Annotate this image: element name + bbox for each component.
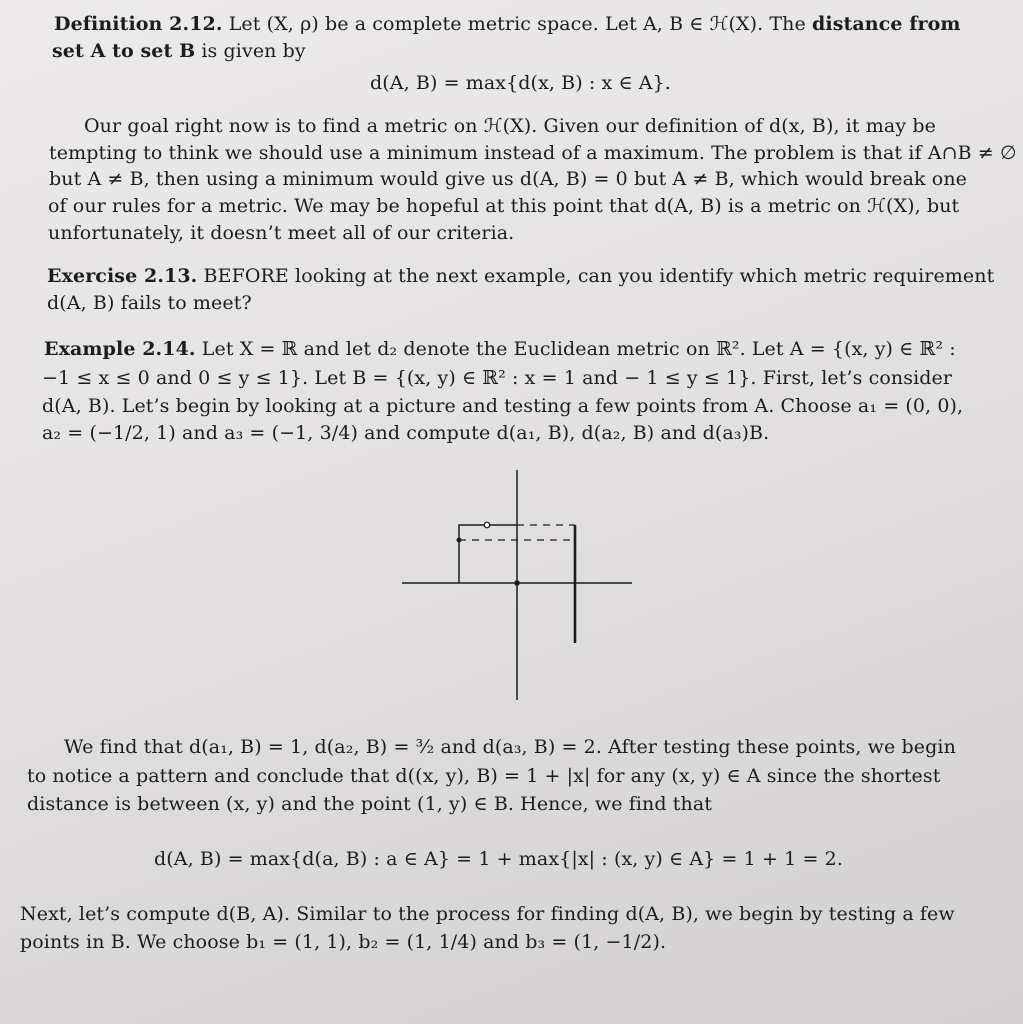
paragraph1-line: Our goal right now is to find a metric on ℋ(X). Given our definition of d(x, B), it may be: [84, 115, 936, 137]
point-a2: [484, 522, 490, 528]
definition-heading: Definition 2.12.: [54, 13, 223, 35]
definition-formula: d(A, B) = max{d(x, B) : x ∈ A}.: [370, 72, 671, 94]
paragraph1-line: but A ≠ B, then using a minimum would give us d(A, B) = 0 but A ≠ B, which would break one: [49, 168, 968, 190]
exercise-heading: Exercise 2.13.: [47, 265, 198, 287]
paragraph3-line: points in B. We choose b₁ = (1, 1), b₂ = (1, 1/4) and b₃ = (1, −1/2).: [20, 931, 667, 953]
paragraph3-line: Next, let’s compute d(B, A). Similar to the process for finding d(A, B), we begin by testing a few: [20, 903, 955, 925]
definition-term-1: distance from: [812, 13, 961, 35]
exercise-line-2: d(A, B) fails to meet?: [47, 292, 252, 314]
paragraph1-line: unfortunately, it doesn’t meet all of our criteria.: [48, 222, 515, 244]
paragraph1-line: of our rules for a metric. We may be hopeful at this point that d(A, B) is a metric on ℋ(X), but: [48, 195, 960, 217]
example-text: Let X = ℝ and let d₂ denote the Euclidean metric on ℝ². Let A = {(x, y) ∈ ℝ² :: [201, 338, 956, 360]
definition-text-2: is given by: [201, 40, 306, 62]
sets-figure: [395, 465, 640, 705]
point-a3: [457, 538, 462, 543]
set-a-boundary: [459, 525, 517, 583]
example-line-1: [44, 337, 956, 361]
example-line: a₂ = (−1/2, 1) and a₃ = (−1, 3/4) and compute d(a₁, B), d(a₂, B) and d(a₃)B.: [42, 422, 770, 444]
point-a1: [514, 580, 520, 586]
definition-text: Let (X, ρ) be a complete metric space. Let A, B ∈ ℋ(X). The: [228, 13, 806, 35]
paragraph2-line: We find that d(a₁, B) = 1, d(a₂, B) = ³⁄₂ and d(a₃, B) = 2. After testing these points, we begin: [64, 736, 956, 758]
example-heading: Example 2.14.: [44, 338, 196, 360]
formula-2: d(A, B) = max{d(a, B) : a ∈ A} = 1 + max{|x| : (x, y) ∈ A} = 1 + 1 = 2.: [154, 848, 843, 870]
exercise-line-1: [47, 264, 994, 288]
definition-line-1: [54, 12, 961, 36]
definition-line-2: [52, 39, 306, 63]
paragraph2-line: distance is between (x, y) and the point (1, y) ∈ B. Hence, we find that: [27, 793, 713, 815]
paragraph1-line: tempting to think we should use a minimum instead of a maximum. The problem is that if A∩B ≠ ∅: [49, 142, 1017, 164]
definition-term-2: set A to set B: [52, 40, 196, 62]
exercise-text: BEFORE looking at the next example, can you identify which metric requirement: [203, 265, 995, 287]
example-line: d(A, B). Let’s begin by looking at a picture and testing a few points from A. Choose a₁ = (0, 0),: [42, 395, 964, 417]
paragraph2-line: to notice a pattern and conclude that d((x, y), B) = 1 + |x| for any (x, y) ∈ A since the shortest: [27, 765, 941, 787]
example-line: −1 ≤ x ≤ 0 and 0 ≤ y ≤ 1}. Let B = {(x, y) ∈ ℝ² : x = 1 and − 1 ≤ y ≤ 1}. First, let’s consider: [42, 367, 953, 389]
